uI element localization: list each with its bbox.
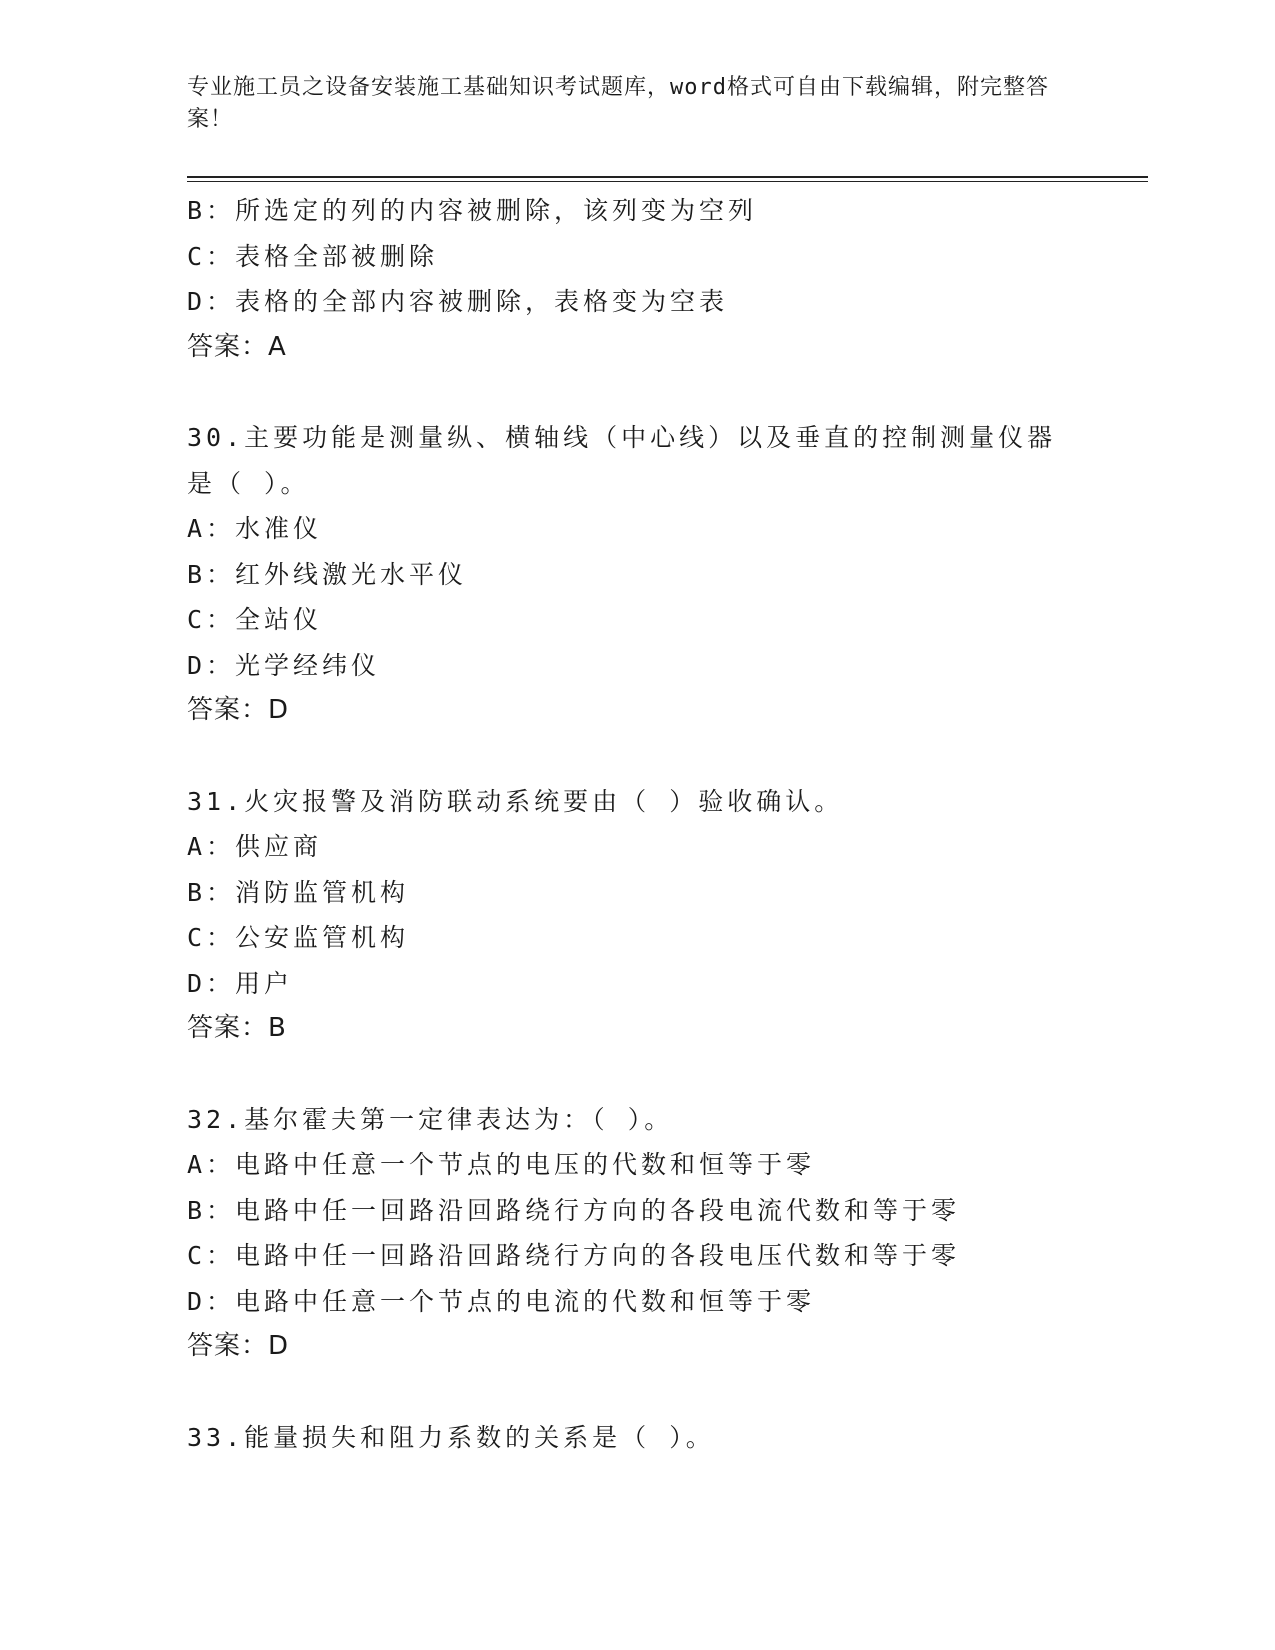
option-b: B：电路中任一回路沿回路绕行方向的各段电流代数和等于零	[187, 1195, 961, 1225]
option-c: C：公安监管机构	[187, 923, 410, 952]
answer-line: 答案：B	[187, 1013, 287, 1043]
question-30	[187, 415, 1148, 734]
question-31	[187, 779, 1148, 1052]
answer-line: 答案：A	[187, 331, 287, 362]
question-list	[187, 188, 1148, 1460]
spacer	[187, 370, 1148, 415]
option-d: D：电路中任意一个节点的电流的代数和恒等于零	[187, 1286, 816, 1316]
option-a: A：电路中任意一个节点的电压的代数和恒等于零	[187, 1150, 816, 1179]
option-c: C：表格全部被删除	[187, 241, 439, 271]
question-33	[187, 1415, 1148, 1461]
document-header: 专业施工员之设备安装施工基础知识考试题库，word格式可自由下载编辑，附完整答案！	[187, 75, 1049, 132]
question-stem: 33.能量损失和阻力系数的关系是（ ）。	[187, 1422, 715, 1452]
spacer	[187, 734, 1148, 779]
option-d: D：光学经纬仪	[187, 650, 381, 680]
question-32	[187, 1097, 1148, 1370]
option-b: B：所选定的列的内容被删除，该列变为空列	[187, 196, 758, 225]
question-stem: 32.基尔霍夫第一定律表达为：（ ）。	[187, 1104, 674, 1134]
question-stem: 30.主要功能是测量纵、横轴线（中心线）以及垂直的控制测量仪器是（ ）。	[187, 423, 1057, 498]
spacer	[187, 1052, 1148, 1097]
option-a: A：供应商	[187, 832, 323, 861]
spacer	[187, 1370, 1148, 1415]
option-c: C：全站仪	[187, 605, 323, 634]
option-d: D：表格的全部内容被删除，表格变为空表	[187, 287, 729, 316]
question-stem: 31.火灾报警及消防联动系统要由（ ）验收确认。	[187, 786, 844, 816]
option-b: B：红外线激光水平仪	[187, 559, 468, 589]
partial-question	[187, 188, 1148, 370]
answer-line: 答案：D	[187, 1331, 290, 1361]
header-rule-thick	[187, 176, 1148, 178]
answer-line: 答案：D	[187, 695, 290, 725]
option-a: A：水准仪	[187, 514, 323, 543]
header-rule-thin	[187, 181, 1148, 182]
option-b: B：消防监管机构	[187, 877, 410, 907]
option-c: C：电路中任一回路沿回路绕行方向的各段电压代数和等于零	[187, 1241, 961, 1270]
option-d: D：用户	[187, 968, 294, 998]
